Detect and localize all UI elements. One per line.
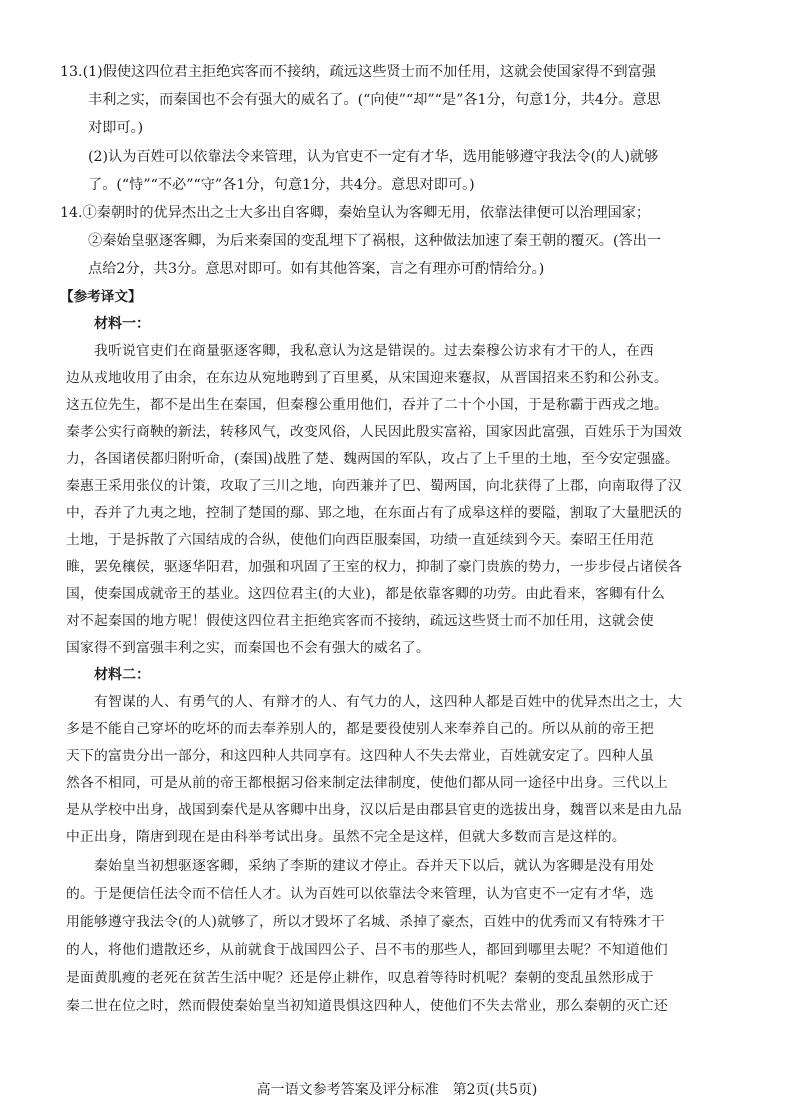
q13-answer-line-2: 丰利之实，而秦国也不会有强大的威名了。(“向使”“却”“是”各1分，句意1分，共4分。意思: [88, 92, 661, 108]
material-1-title: 材料一：: [94, 316, 150, 332]
material-1-line: 国，使秦国成就帝王的基业。这四位君主(的大业)，都是依靠客卿的功劳。由此看来，客卿有什么: [66, 586, 666, 602]
q14-answer-line-1: 14.①秦朝时的优异杰出之士大多出自客卿，秦始皇认为客卿无用，依靠法律便可以治理国家；: [60, 205, 651, 221]
material-1-line: 这五位先生，都不是出生在秦国，但秦穆公重用他们，吞并了二十个小国，于是称霸于西戎之地。: [66, 397, 668, 413]
material-2-line: 天下的富贵分出一部分，和这四种人共同享有。这四种人不失去常业，百姓就安定了。四种人虽: [66, 748, 654, 764]
page-footer: 高一语文参考答案及评分标准 第2页(共5页): [256, 1082, 538, 1098]
material-2-line: 是从学校中出身，战国到秦代是从客卿中出身，汉以后是由郡县官吏的选拔出身，魏晋以来是由九品: [66, 802, 682, 818]
material-2-line: 多是不能自己穿坏的吃坏的而去奉养别人的，都是要役使别人来奉养自己的。所以从前的帝王把: [66, 721, 654, 737]
material-1-line: 秦惠王采用张仪的计策，攻取了三川之地，向西兼并了巴、蜀两国，向北获得了上郡，向南取得了汉: [66, 478, 682, 494]
q14-answer-line-2: ②秦始皇驱逐客卿，为后来秦国的变乱埋下了祸根，这种做法加速了秦王朝的覆灭。(答出一: [88, 233, 662, 249]
material-1-line: 对不起秦国的地方呢！假使这四位君主拒绝宾客而不接纳，疏远这些贤士而不加任用，这就会使: [66, 613, 654, 629]
material-1-line: 睢，罢免穰侯，驱逐华阳君，加强和巩固了王室的权力，抑制了豪门贵族的势力，一步步侵占诸侯各: [66, 559, 682, 575]
material-2-line: 中正出身，隋唐到现在是由科举考试出身。虽然不完全是这样，但就大多数而言是这样的。: [66, 829, 626, 845]
material-2-title: 材料二：: [94, 667, 150, 683]
material-1-line: 力，各国诸侯都归附听命，(秦国)战胜了楚、魏两国的军队，攻占了上千里的土地，至今安定强盛。: [66, 451, 680, 467]
material-2-line: 的人，将他们遣散还乡，从前就食于战国四公子、吕不韦的那些人，都回到哪里去呢？不知道他们: [66, 942, 668, 958]
material-2-line: 有智谋的人、有勇气的人、有辩才的人、有气力的人，这四种人都是百姓中的优异杰出之士，大: [94, 694, 682, 710]
material-1-line: 土地，于是拆散了六国结成的合纵，使他们向西臣服秦国，功绩一直延续到今天。秦昭王任用范: [66, 532, 654, 548]
material-2-line: 秦始皇当初想驱逐客卿，采纳了李斯的建议才停止。吞并天下以后，就认为客卿是没有用处: [94, 858, 654, 874]
material-1-line: 边从戎地收用了由余，在东边从宛地聘到了百里奚，从宋国迎来蹇叔，从晋国招来丕豹和公孙支。: [66, 370, 668, 386]
material-1-line: 秦孝公实行商鞅的新法，转移风气，改变风俗，人民因此殷实富裕，国家因此富强，百姓乐于为国效: [66, 424, 682, 440]
translation-heading: 【参考译文】: [60, 289, 142, 305]
material-1-line: 国家得不到富强丰利之实，而秦国也不会有强大的威名了。: [66, 640, 430, 656]
material-2-line: 的。于是便信任法令而不信任人才。认为百姓可以依靠法令来管理，认为官吏不一定有才华，选: [66, 886, 654, 902]
q13-answer-line-1: 13.(1)假使这四位君主拒绝宾客而不接纳，疏远这些贤士而不加任用，这就会使国家得不到富强: [60, 64, 656, 80]
material-2-line: 用能够遵守我法令(的人)就够了，所以才毁坏了名城、杀掉了豪杰，百姓中的优秀而又有特殊才干: [66, 914, 666, 930]
q13-answer-line-4: (2)认为百姓可以依靠法令来管理，认为官吏不一定有才华，选用能够遵守我法令(的人)就够: [88, 149, 659, 165]
material-2-line: 然各不相同，可是从前的帝王都根据习俗来制定法律制度，使他们都从同一途径中出身。三代以上: [66, 775, 668, 791]
material-2-line: 是面黄肌瘦的老死在贫苦生活中呢？还是停止耕作，叹息着等待时机呢？秦朝的变乱虽然形成于: [66, 970, 654, 986]
material-1-line: 我听说官吏们在商量驱逐客卿，我私意认为这是错误的。过去秦穆公访求有才干的人，在西: [94, 343, 654, 359]
material-2-line: 秦二世在位之时，然而假使秦始皇当初知道畏惧这四种人，使他们不失去常业，那么秦朝的灭亡还: [66, 998, 668, 1014]
q14-answer-line-3: 点给2分，共3分。意思对即可。如有其他答案，言之有理亦可酌情给分。): [88, 261, 545, 277]
q13-answer-line-5: 了。(“恃”“不必”“守”各1分，句意1分，共4分。意思对即可。): [88, 177, 475, 193]
material-1-line: 中，吞并了九夷之地，控制了楚国的鄢、郢之地，在东面占有了成皋这样的要隘，割取了大量肥沃的: [66, 505, 682, 521]
q13-answer-line-3: 对即可。): [88, 120, 144, 136]
